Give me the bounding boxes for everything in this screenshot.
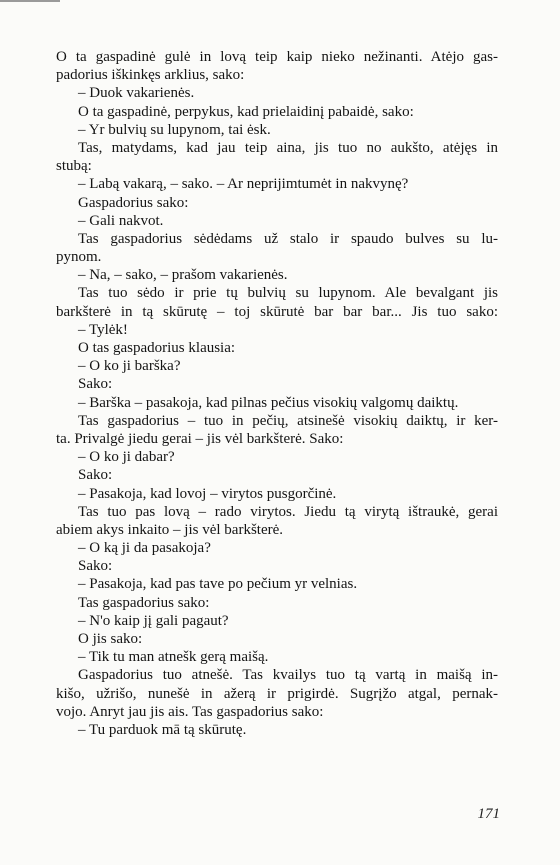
text-line: Gaspadorius sako: — [78, 194, 189, 211]
text-line: – O ko ji barška? — [78, 358, 181, 375]
text-line: Sako: — [78, 376, 113, 393]
top-rule — [0, 0, 60, 2]
body-text — [56, 48, 498, 739]
page-number: 171 — [477, 806, 500, 822]
text-line: Tas gaspadorius – tuo in pečių, atsinešė visokių daiktų, ir ker- — [78, 412, 498, 429]
text-line: Tas tuo sėdo ir prie tų bulvių su lupynom. Ale bevalgant jis — [78, 285, 498, 302]
text-line: – Labą vakarą, – sako. – Ar neprijimtumėt in nakvynę? — [78, 176, 409, 193]
text-line: Tas tuo pas lovą – rado virytos. Jiedu tą virytą ištraukė, gerai — [78, 503, 498, 520]
text-line: – Barška – pasakoja, kad pilnas pečius visokių valgomų daiktų. — [78, 394, 459, 411]
text-line: – O ką ji da pasakoja? — [78, 540, 211, 557]
text-line: Tas, matydams, kad jau teip aina, jis tuo no aukšto, atėjęs in — [78, 139, 498, 156]
text-line: – Tik tu man atnešk gerą maišą. — [78, 649, 269, 666]
text-line: – Tu parduok mā tą skūrutę. — [78, 721, 247, 738]
text-line: – Gali nakvot. — [78, 212, 164, 229]
text-line: abiem akys inkaito – jis vėl barkšterė. — [56, 521, 284, 538]
text-line: pynom. — [56, 249, 102, 266]
text-line: Tas gaspadorius sėdėdams už stalo ir spaudo bulves su lu- — [78, 230, 498, 247]
text-line: O ta gaspadinė gulė in lovą teip kaip nieko nežinanti. Atėjo gas- — [56, 49, 498, 65]
text-line: Sako: — [78, 558, 113, 575]
text-line: Gaspadorius tuo atnešė. Tas kvailys tuo tą vartą in maišą in- — [78, 667, 498, 684]
text-line: Tas gaspadorius sako: — [78, 594, 210, 611]
text-line: vojo. Anryt jau jis ais. Tas gaspadorius sako: — [56, 703, 324, 720]
text-line: – Pasakoja, kad lovoj – virytos pusgorčinė. — [78, 485, 337, 502]
text-line: stubą: — [56, 158, 92, 175]
text-line: – Duok vakarienės. — [78, 85, 195, 102]
text-line: – Pasakoja, kad pas tave po pečium yr velnias. — [78, 576, 358, 593]
text-line: O jis sako: — [78, 631, 143, 647]
text-line: – O ko ji dabar? — [78, 449, 175, 466]
text-line: O tas gaspadorius klausia: — [78, 340, 236, 356]
text-line: O ta gaspadinė, perpykus, kad prielaidinį pabaidė, sako: — [78, 103, 414, 120]
text-line: – N'o kaip jį gali pagaut? — [78, 612, 229, 629]
text-line: kišo, užrišo, nunešė in ažerą ir prigirdė. Sugrįžo atgal, pernak- — [56, 685, 498, 702]
text-line: padorius iškinkęs arklius, sako: — [56, 67, 245, 84]
text-line: – Na, – sako, – prašom vakarienės. — [78, 267, 288, 284]
text-line: – Tylėk! — [78, 321, 128, 338]
text-line: Sako: — [78, 467, 113, 484]
text-line: ta. Privalgė jiedu gerai – jis vėl barkšterė. Sako: — [56, 430, 344, 447]
text-line: – Yr bulvių su lupynom, tai ėsk. — [78, 121, 271, 138]
text-line: barkšterė in tą skūrutę – toj skūrutė bar bar bar... Jis tuo sako: — [56, 303, 498, 320]
